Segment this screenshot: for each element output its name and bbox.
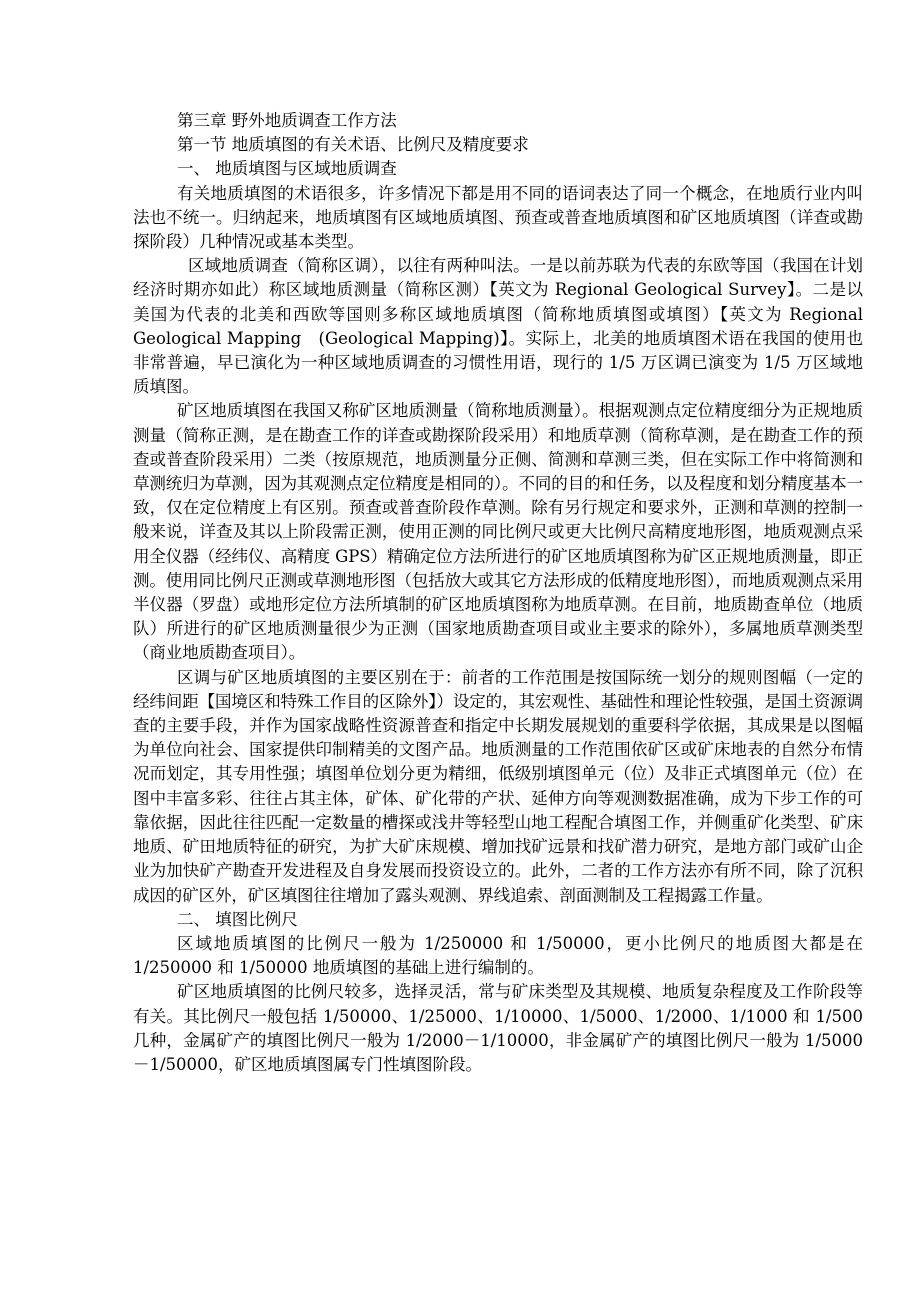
paragraph-terms: 有关地质填图的术语很多，许多情况下都是用不同的语词表达了同一个概念，在地质行业内叫法也不统一。归纳起来，地质填图有区域地质填图、预查或普查地质填图和矿区地质填图（详查或勘探阶段）几种情况或基本类型。 [133, 183, 863, 252]
paragraph-differences: 区调与矿区地质填图的主要区别在于：前者的工作范围是按国际统一划分的规则图幅（一定的经纬间距【国境区和特殊工作目的区除外】）设定的，其宏观性、基础性和理论性较强，是国土资源调查的主要手段，并作为国家战略性资源普查和指定中长期发展规划的重要科学依据，其成果是以图幅为单位向社会、国家提供印制精美的文图产品。地质测量的工作范围依矿区或矿床地表的自然分布情况而划定，其专用性强；填图单位划分更为精细，低级别填图单元（位）及非正式填图单元（位）在图中丰富多彩、往往占其主体，矿体、矿化带的产状、延伸方向等观测数据准确，成为下步工作的可靠依据，因此往往匹配一定数量的槽探或浅井等轻型山地工程配合填图工作，并侧重矿化类型、矿床地质、矿田地质特征的研究，为扩大矿床规模、增加找矿远景和找矿潜力研究，是地方部门或矿山企业为加快矿产勘查开发进程及自身发展而投资设立的。此外，二者的工作方法亦有所不同，除了沉积成因的矿区外，矿区填图往往增加了露头观测、界线追索、剖面测制及工程揭露工作量。 [133, 667, 863, 905]
chapter-title: 第三章 野外地质调查工作方法 [177, 111, 397, 130]
subsection-title-1: 一、 地质填图与区域地质调查 [177, 159, 397, 179]
paragraph-mine-scale: 矿区地质填图的比例尺较多，选择灵活，常与矿床类型及其规模、地质复杂程度及工作阶段等有关。其比例尺一般包括 1/50000、1/25000、1/10000、1/5000、1/2000、1/1000 和 1/500 几种，金属矿产的填图比例尺一般为 1/2000－1/10000，非金属矿产的填图比例尺一般为 1/5000－1/50000，矿区地质填图属专门性填图阶段。 [133, 982, 863, 1074]
section-title: 第一节 地质填图的有关术语、比例尺及精度要求 [177, 135, 529, 155]
paragraph-regional-scale: 区域地质填图的比例尺一般为 1/250000 和 1/50000，更小比例尺的地质图大都是在 1/250000 和 1/50000 地质填图的基础上进行编制的。 [133, 933, 863, 978]
document-page [133, 109, 863, 1077]
paragraph-regional-survey: 区域地质调查（简称区调），以往有两种叫法。一是以前苏联为代表的东欧等国（我国在计划经济时期亦如此）称区域地质测量（简称区测）【英文为 Regional Geological Survey】。二是以美国为代表的北美和西欧等国则多称区域地质填图（简称地质填图或填图）【英文为 Regional Geological Mapping (Geological Mapping)】。实际上，北美的地质填图术语在我国的使用也非常普遍，早已演化为一种区域地质调查的习惯性用语，现行的 1/5 万区调已演变为 1/5 万区域地质填图。 [133, 256, 863, 397]
subsection-title-2: 二、 填图比例尺 [177, 909, 298, 929]
paragraph-mine-mapping: 矿区地质填图在我国又称矿区地质测量（简称地质测量）。根据观测点定位精度细分为正规地质测量（简称正测，是在勘查工作的详查或勘探阶段采用）和地质草测（简称草测，是在勘查工作的预查或普查阶段采用）二类（按原规范，地质测量分正侧、简测和草测三类，但在实际工作中将简测和草测统归为草测，因为其观测点定位精度是相同的）。不同的目的和任务，以及程度和划分精度基本一致，仅在定位精度上有区别。预查或普查阶段作草测。除有另行规定和要求外，正测和草测的控制一般来说，详查及其以上阶段需正测，使用正测的同比例尺或更大比例尺高精度地形图，地质观测点采用全仪器（经纬仪、高精度 GPS）精确定位方法所进行的矿区地质填图称为矿区正规地质测量，即正测。使用同比例尺正测或草测地形图（包括放大或其它方法形成的低精度地形图），而地质观测点采用半仪器（罗盘）或地形定位方法所填制的矿区地质填图称为地质草测。在目前，地质勘查单位（地质队）所进行的矿区地质测量很少为正测（国家地质勘查项目或业主要求的除外），多属地质草测类型（商业地质勘查项目）。 [133, 401, 863, 663]
